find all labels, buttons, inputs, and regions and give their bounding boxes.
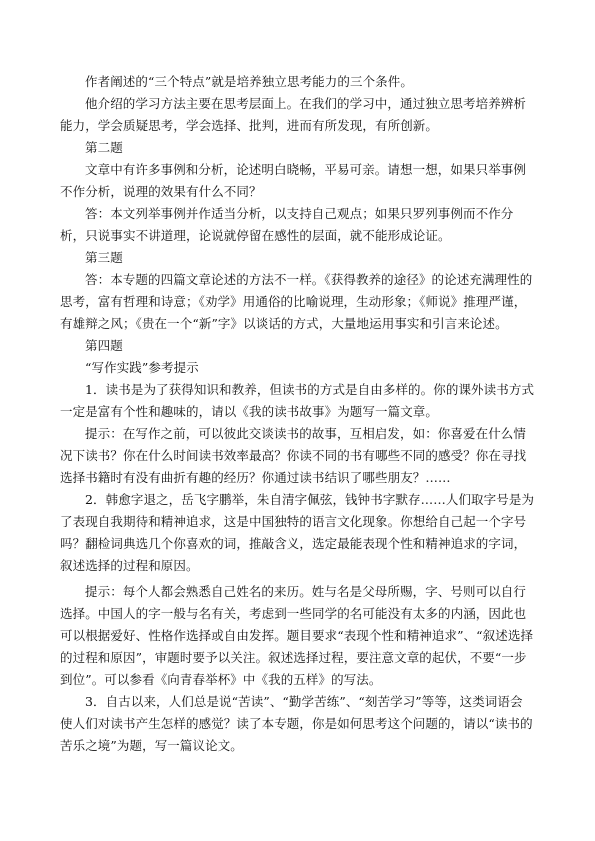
paragraph-question-2-prompt: 文章中有许多事例和分析，论述明白晓畅，平易可亲。请想一想，如果只举事例不作分析，说理的效果有什么不同？ <box>60 162 527 199</box>
heading-question-2: 第二题 <box>85 140 123 155</box>
paragraph-three-features: 作者阐述的“三个特点”就是培养独立思考能力的三个条件。 <box>85 74 413 89</box>
heading-question-3: 第三题 <box>85 250 123 265</box>
paragraph-question-2-answer: 答：本文列举事例并作适当分析，以支持自己观点；如果只罗列事例而不作分析，只说事实不讲道理，论说就停留在感性的层面，就不能形成论证。 <box>60 206 514 243</box>
heading-writing-practice: “写作实践”参考提示 <box>85 360 199 375</box>
paragraph-writing-task-2: 2．韩愈字退之，岳飞字鹏举，朱自清字佩弦，钱钟书字默存……人们取字号是为了表现自我期待和精神追求，这是中国独特的语言文化现象。你想给自己起一个字号吗？翻检词典选几个你喜欢的词，推敲含义，选定最能表现个性和精神追求的字词，叙述选择的过程和原因。 <box>60 492 535 573</box>
paragraph-writing-task-1-hint: 提示：在写作之前，可以彼此交谈读书的故事，互相启发，如：你喜爱在什么情况下读书？你在什么时间读书效率最高？你读不同的书有哪些不同的感受？你在寻找选择书籍时有没有曲折有趣的经历？你通过读书结识了哪些朋友？…… <box>60 426 527 485</box>
paragraph-learning-method: 他介绍的学习方法主要在思考层面上。在我们的学习中，通过独立思考培养辨析能力，学会质疑思考，学会选择、批判，进而有所发现，有所创新。 <box>60 96 527 133</box>
paragraph-writing-task-3: 3．自古以来，人们总是说“苦读”、“勤学苦练”、“刻苦学习”等等，这类词语会使人们对读书产生怎样的感觉？读了本专题，你是如何思考这个问题的，请以“读书的苦乐之境”为题，写一篇议论文。 <box>60 694 533 753</box>
paragraph-writing-task-1: 1．读书是为了获得知识和教养，但读书的方式是自由多样的。你的课外读书方式一定是富有个性和趣味的，请以《我的读书故事》为题写一篇文章。 <box>60 382 535 419</box>
paragraph-writing-task-2-hint: 提示：每个人都会熟悉自己姓名的来历。姓与名是父母所赐，字、号则可以自行选择。中国人的字一般与名有关，考虑到一些同学的名可能没有太多的内涵，因此也可以根据爱好、性格作选择或自由发挥。题目要求“表现个性和精神追求”、“叙述选择的过程和原因”，审题时要予以关注。叙述选择过程，要注意文章的起伏，不要“一步到位”。可以参看《向青春举杯》中《我的五样》的写法。 <box>60 584 534 687</box>
paragraph-question-3-answer: 答：本专题的四篇文章论述的方法不一样。《获得教养的途径》的论述充满理性的思考，富有哲理和诗意；《劝学》用通俗的比喻说理，生动形象；《师说》推理严谨，有雄辩之风；《贵在一个“新”字》以谈话的方式，大量地运用事实和引言来论述。 <box>60 272 533 331</box>
heading-question-4: 第四题 <box>85 338 123 353</box>
